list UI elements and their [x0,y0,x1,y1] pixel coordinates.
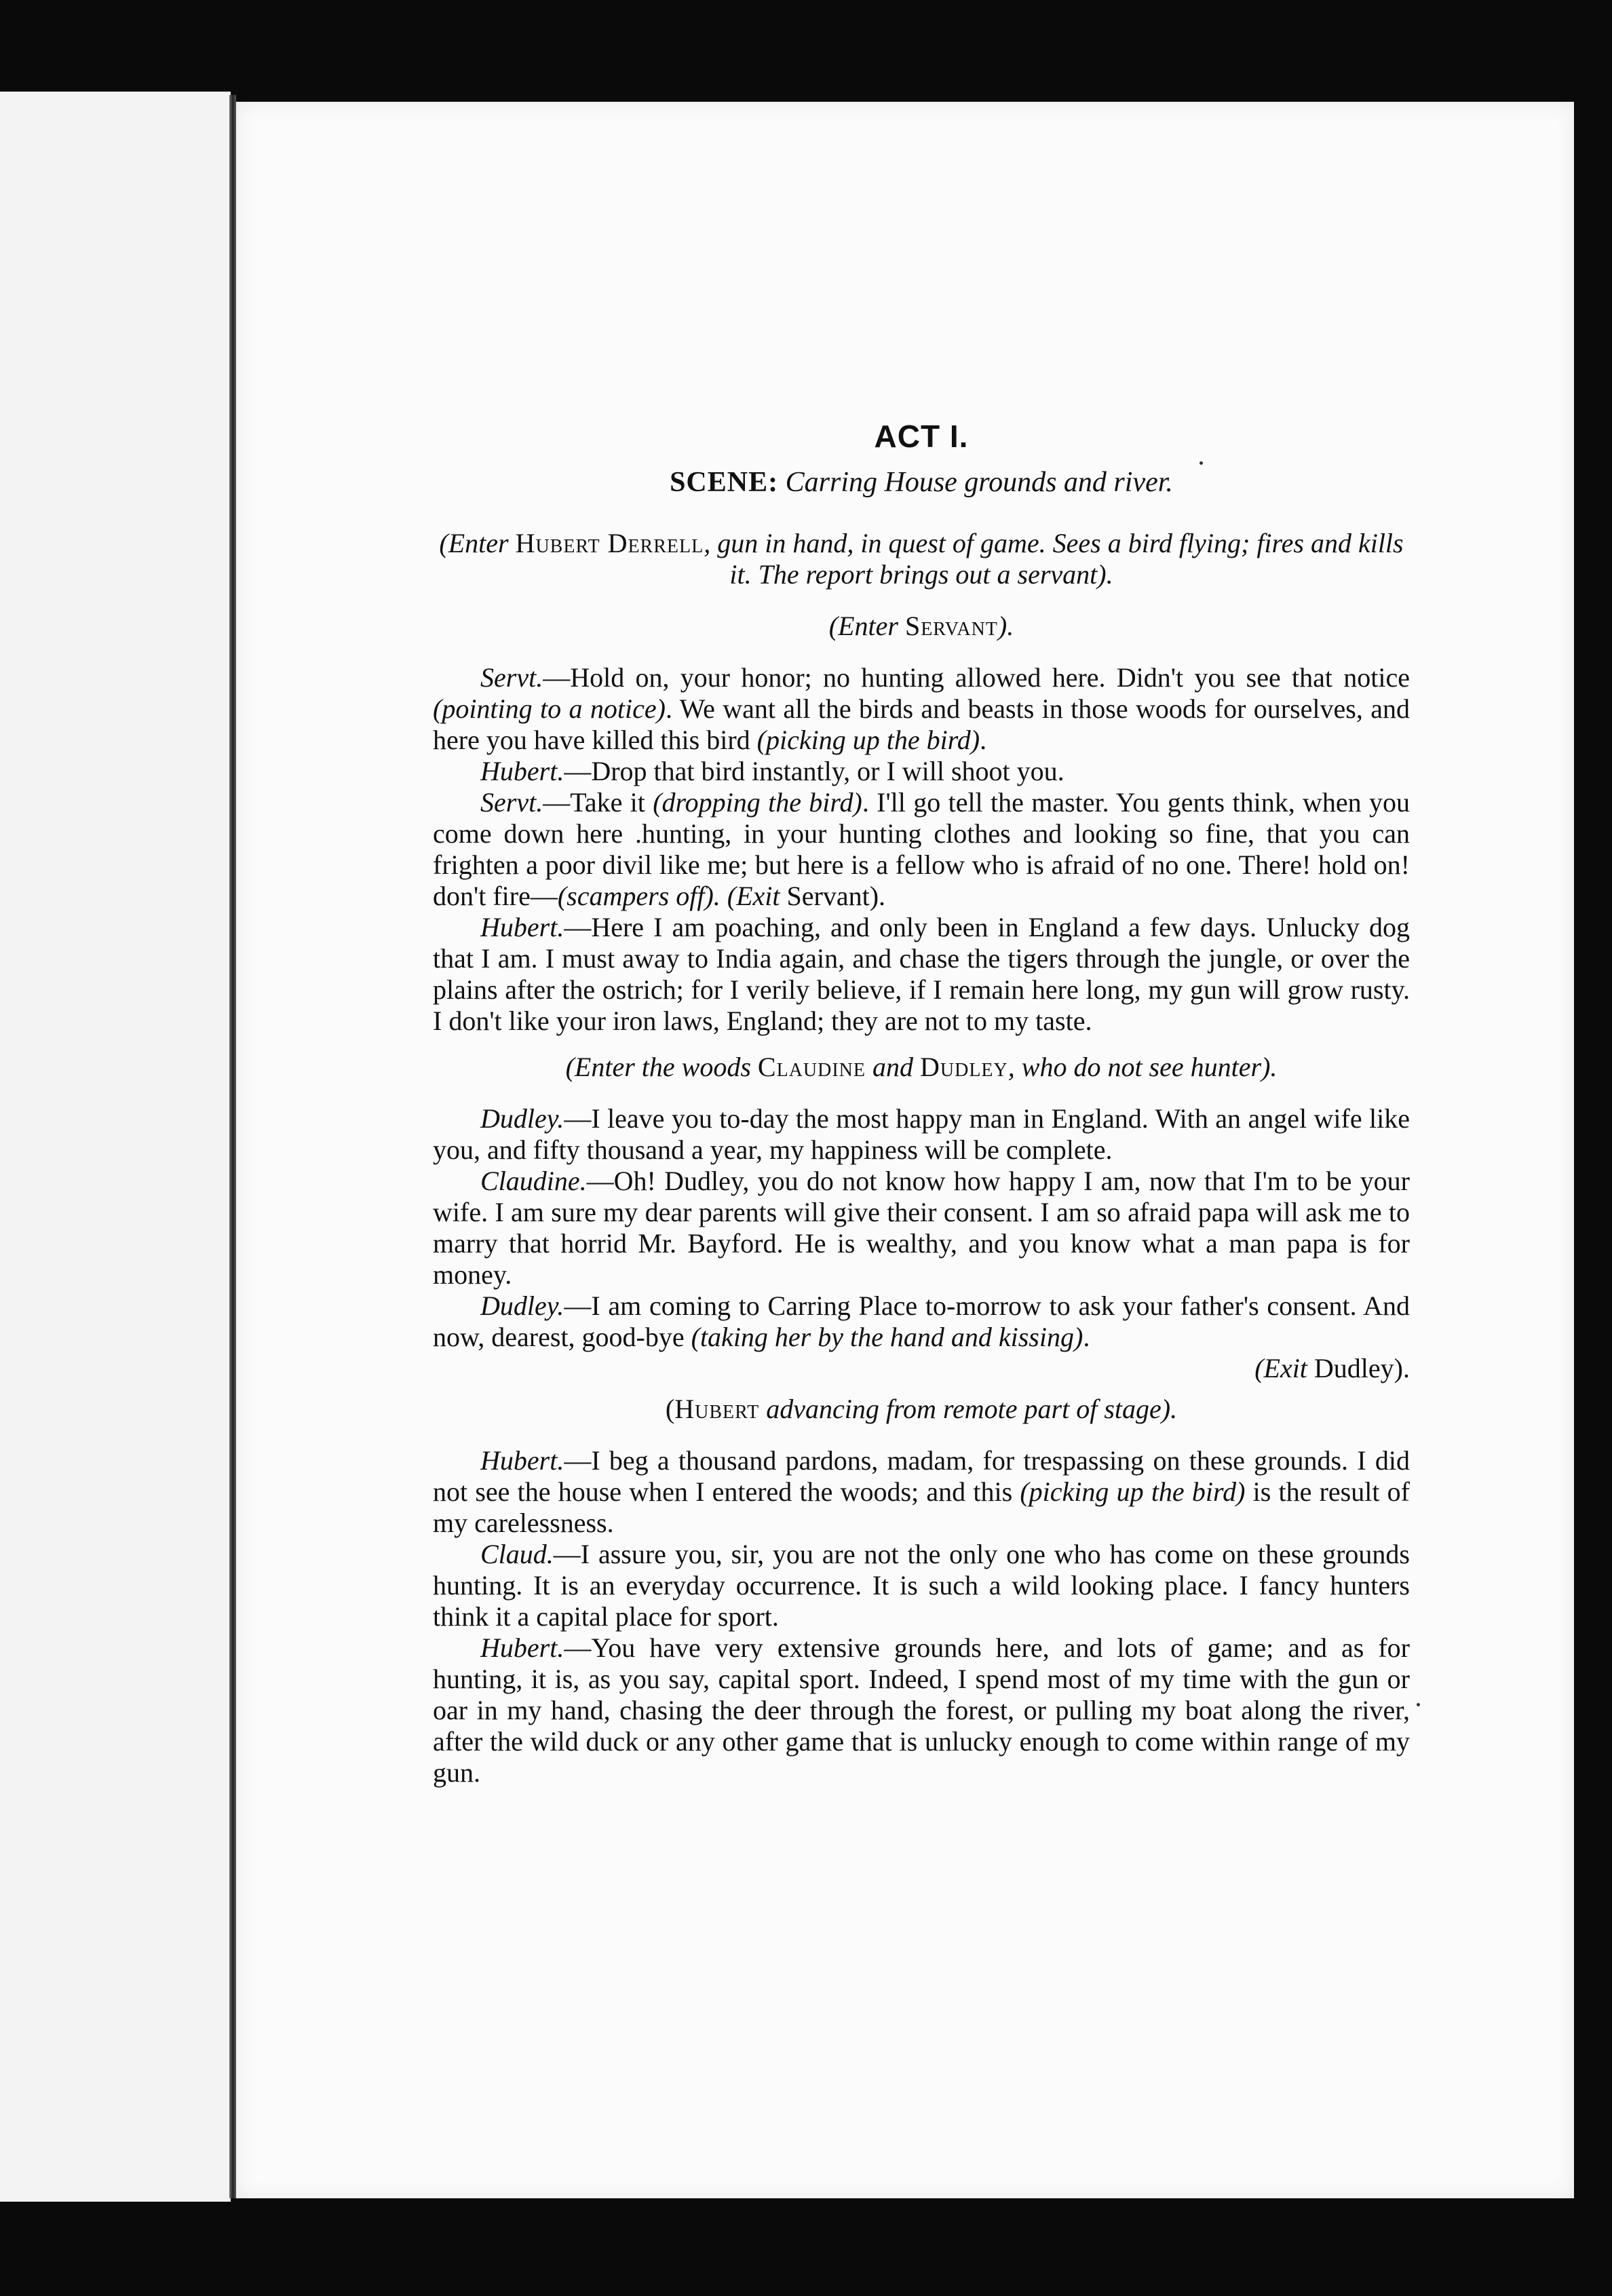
dialogue-block [433,662,1410,1037]
speech [433,912,1410,1037]
speech-text: is the result of my carelessness. [433,1476,1410,1538]
speaker: Hubert. [480,756,564,786]
speaker: Dudley. [480,1290,564,1321]
inline-direction: (dropping the bird) [653,787,862,818]
inline-direction: (taking her by the hand and kissing) [691,1322,1083,1352]
stage-text: and [866,1052,920,1082]
speech-text: . I'll go tell the master. You gents think, when you come down here .hunting, in your hunting clothes and looking so fine, that you can frighten a poor divil like me; but here is a fellow who is afraid of no one. There! hold on! don't fire— [433,787,1410,911]
speech-text: —I leave you to-day the most happy man in England. With an angel wife like you, and fifty thousand a year, my happiness will be complete. [433,1103,1410,1165]
speaker: Hubert. [480,1632,564,1663]
scene-label: SCENE: [670,467,779,498]
stage-text: , gun in hand, in quest of game. Sees a bird flying; fires and kills it. The report brings out a servant). [704,528,1404,590]
dialogue-block [433,1103,1410,1353]
speech [433,1166,1410,1290]
speaker: Dudley. [480,1103,564,1134]
speech-text: —Take it [543,787,653,818]
character-name: Dudley). [1307,1353,1410,1383]
speaker: Claud. [480,1539,554,1569]
character-name: Claudine [757,1052,866,1082]
character-name: Dudley [920,1052,1008,1082]
book-gutter [229,95,236,2198]
speech-text: —Drop that bird instantly, or I will shoot you. [564,756,1064,786]
facing-page-edge [0,92,231,2202]
speech-text: —You have very extensive grounds here, and lots of game; and as for hunting, it is, as you say, capital sport. Indeed, I spend most of my time with the gun or oar in my hand, chasing the deer through the forest, or pulling my boat along the river, after the wild duck or any other game that is unlucky enough to come within range of my gun. [433,1632,1410,1788]
speech [433,1103,1410,1166]
dialogue-block [433,1445,1410,1788]
speech [433,756,1410,787]
stage-direction [433,1394,1410,1425]
stage-direction [433,1052,1410,1083]
speech [433,662,1410,756]
speech-text: —I beg a thousand pardons, madam, for trespassing on these grounds. I did not see the house when I entered the woods; and this [433,1445,1410,1507]
stage-text: ( [665,1394,675,1424]
scene-setting: Carring House grounds and river. [785,467,1173,498]
stage-text: (Enter the woods [565,1052,758,1082]
speaker: Hubert. [480,1445,564,1476]
speech-text: —I am coming to Carring Place to-morrow to ask your father's consent. And now, dearest, good-bye [433,1290,1410,1352]
speech-text: . [1083,1322,1090,1352]
speech [433,787,1410,912]
act-heading: ACT I. [874,419,969,454]
speaker: Claudine. [480,1166,587,1196]
stage-text: ). [997,611,1014,641]
page-content [433,421,1410,1788]
stage-text: advancing from remote part of stage). [759,1394,1178,1424]
speaker: Servt. [480,787,543,818]
stage-direction-exit [433,1353,1410,1384]
inline-direction: (pointing to a notice) [433,693,666,724]
speech-text: . We want all the birds and beasts in those woods for ourselves, and here you have killed this bird [433,693,1410,755]
inline-direction: (picking up the bird) [1020,1476,1246,1507]
speech-text: —Here I am poaching, and only been in England a few days. Unlucky dog that I am. I must away to India again, and chase the tigers through the jungle, or over the plains after the ostrich; for I verily believe, if I remain here long, my gun will grow rusty. I don't like your iron laws, England; they are not to my taste. [433,912,1410,1036]
stage-text: , who do not see hunter). [1008,1052,1278,1082]
speech-text: —Oh! Dudley, you do not know how happy I am, now that I'm to be your wife. I am sure my dear parents will give their consent. I am so afraid papa will ask me to marry that horrid Mr. Bayford. He is wealthy, and you know what a man papa is for money. [433,1166,1410,1290]
speech [433,1290,1410,1353]
inline-direction: (picking up the bird) [756,725,980,755]
book-page [236,102,1574,2198]
speech [433,1445,1410,1539]
print-speck [1417,1703,1420,1706]
speaker: Hubert. [480,912,564,942]
speaker: Servt. [480,662,543,693]
stage-text: (Enter [439,528,516,558]
character-name: Hubert [674,1394,760,1424]
inline-direction: (scampers off). (Exit [557,881,780,911]
stage-direction [433,528,1410,590]
speech-text: —Hold on, your honor; no hunting allowed here. Didn't you see that notice [543,662,1410,693]
speech [433,1539,1410,1632]
stage-text: (Exit [1254,1353,1307,1383]
speech-text: . [980,725,987,755]
character-name: Servant [904,611,998,641]
character-name: Hubert Derrell [515,528,704,558]
speech-text: —I assure you, sir, you are not the only one who has come on these grounds hunting. It is an everyday occurrence. It is such a wild looking place. I fancy hunters think it a capital place for sport. [433,1539,1410,1632]
scene-heading [433,467,1410,498]
speech [433,1632,1410,1788]
stage-text: (Enter [828,611,905,641]
stage-direction [433,611,1410,642]
speech-text: Servant). [780,881,886,911]
